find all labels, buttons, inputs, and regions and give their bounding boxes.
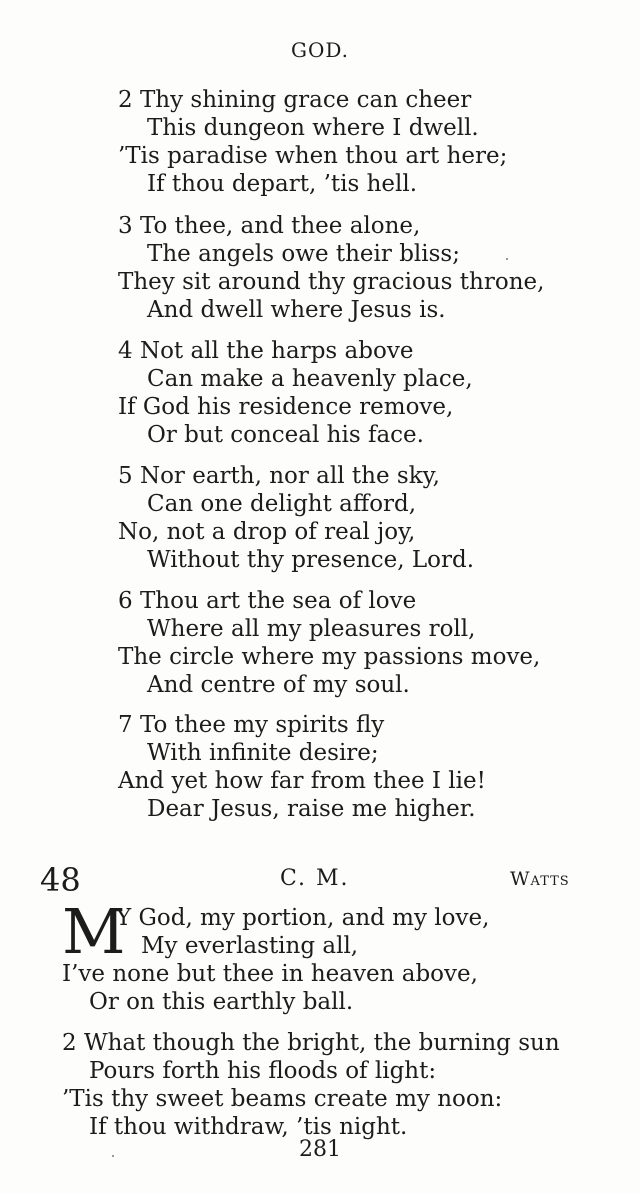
verse-line: If thou withdraw, ’tis night. [89,1114,408,1140]
verse-line: Dear Jesus, raise me higher. [147,796,476,822]
verse-line: 2 What though the bright, the burning sun [62,1030,560,1056]
verse-line: 6 Thou art the sea of love [118,588,417,614]
verse-line: Or but conceal his face. [147,422,424,448]
verse-line: 5 Nor earth, nor all the sky, [118,463,440,489]
verse-line: And dwell where Jesus is. [147,297,446,323]
verse-line: 4 Not all the harps above [118,338,414,364]
verse-line: Can make a heavenly place, [147,366,473,392]
hymn-number: 48 [40,861,81,899]
drop-cap: M [62,895,126,968]
verse-line: Without thy presence, Lord. [147,547,475,573]
verse-line: The circle where my passions move, [118,644,541,670]
verse-line: Can one delight afford, [147,491,417,517]
speck [506,258,508,260]
verse-line: And centre of my soul. [147,672,410,698]
verse-line: Or on this earthly ball. [89,989,354,1015]
hymn-author: Watts [510,868,570,890]
verse-line: And yet how far from thee I lie! [118,768,486,794]
verse-line: ’Tis thy sweet beams create my noon: [62,1086,503,1112]
verse-line: My everlasting all, [141,933,359,959]
verse-line: Pours forth his floods of light: [89,1058,437,1084]
verse-line: Where all my pleasures roll, [147,616,476,642]
speck [112,1155,114,1157]
hymn-header [0,862,640,898]
verse-line: If thou depart, ’tis hell. [147,171,418,197]
verse-line: 3 To thee, and thee alone, [118,213,421,239]
verse-line: This dungeon where I dwell. [147,115,479,141]
verse-line: 7 To thee my spirits fly [118,712,385,738]
verse-line: I’ve none but thee in heaven above, [62,961,478,987]
verse-line: No, not a drop of real joy, [118,519,416,545]
verse-line: With infinite desire; [147,740,379,766]
verse-line: They sit around thy gracious throne, [118,269,545,295]
verse-line: If God his residence remove, [118,394,454,420]
verse-line: 2 Thy shining grace can cheer [118,87,472,113]
running-head: GOD. [290,38,350,62]
page-number: 281 [299,1137,341,1162]
verse-line: Y God, my portion, and my love, [116,905,490,931]
verse-line: The angels owe their bliss; [147,241,460,267]
hymn-meter: C. M. [280,866,350,891]
verse-line: ’Tis paradise when thou art here; [118,143,508,169]
